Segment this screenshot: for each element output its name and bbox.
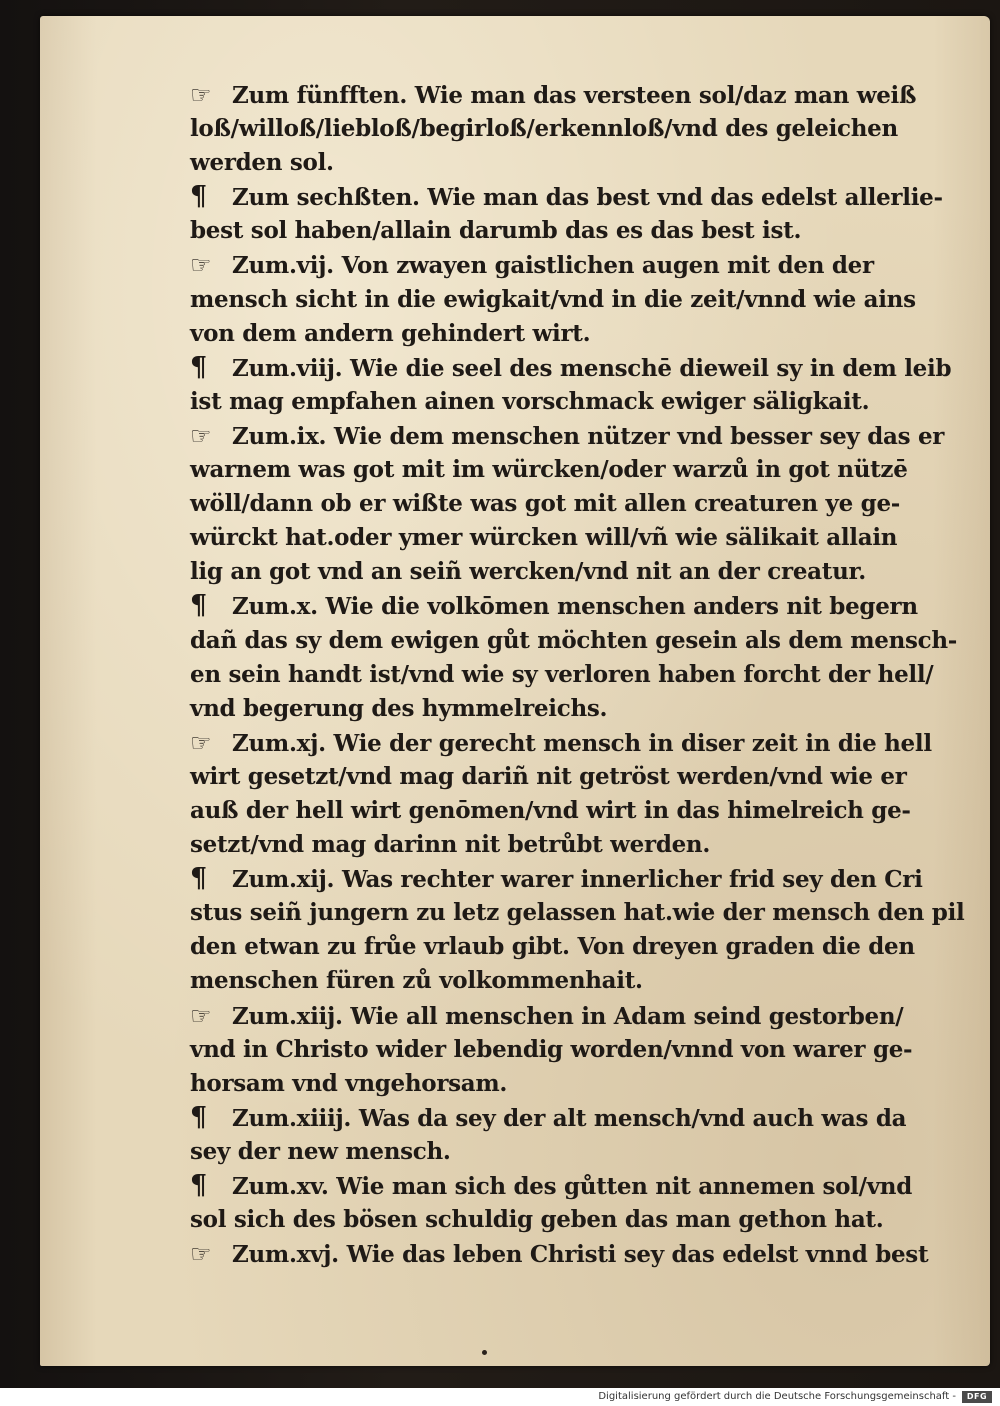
pointing-hand-icon: ☞ [190,1001,212,1030]
footer-credit: Digitalisierung gefördert durch die Deutsche Forschungsgemeinschaft - [598,1391,956,1402]
text-line [190,1203,980,1237]
text-line [190,692,980,726]
pilcrow-icon: ¶ [190,351,207,383]
text-line [190,999,980,1033]
pointing-hand-icon: ☞ [190,81,212,109]
line-text: auß der hell wirt genōmen/vnd wirt in das himelreich ge- [190,796,911,824]
line-text: den etwan zu frůe vrlaub gibt. Von dreyen graden die den [190,933,915,961]
line-text: stus seiñ jungern zu letz gelassen hat.wie der mensch den pil [190,899,965,927]
text-line [190,658,980,692]
text-line [190,112,980,146]
page-text-block [190,78,980,1269]
text-line [190,385,980,419]
line-text: werden sol. [190,149,334,177]
text-line [190,1067,980,1101]
line-text: Zum sechßten. Wie man das best vnd das edelst allerlie- [232,184,943,212]
line-text: en sein handt ist/vnd wie sy verloren haben forcht der hell/ [190,660,934,688]
text-line [190,862,980,896]
ink-dot [482,1350,487,1355]
pilcrow-icon: ¶ [190,1170,207,1201]
text-line [190,1169,980,1203]
text-line [190,794,980,828]
footer-bar [0,1388,1000,1406]
text-line [190,317,980,351]
text-line [190,624,980,658]
text-line [190,214,980,248]
line-text: Zum.xiij. Wie all menschen in Adam seind gestorben/ [232,1002,904,1030]
line-text: loß/willoß/liebloß/begirloß/erkennloß/vnd des geleichen [190,115,898,143]
text-line [190,283,980,317]
line-text: von dem andern gehindert wirt. [190,319,591,347]
pointing-hand-icon: ☞ [190,251,212,280]
text-line [190,1135,980,1169]
text-line [190,521,980,555]
text-line [190,1101,980,1135]
line-text: sey der new mensch. [190,1137,451,1165]
line-text: ist mag empfahen ainen vorschmack ewiger säligkait. [190,387,870,415]
line-text: warnem was got mit im würcken/oder warzů in got nützē [190,456,908,484]
text-line [190,1237,980,1271]
text-line [190,248,980,282]
line-text: vnd begerung des hymmelreichs. [190,694,608,722]
text-line [190,930,980,964]
text-line [190,453,980,487]
text-line [190,964,980,998]
line-text: Zum.xv. Wie man sich des gůtten nit annemen sol/vnd [232,1173,912,1200]
line-text: setzt/vnd mag darinn nit betrůbt werden. [190,831,711,859]
line-text: dañ das sy dem ewigen gůt möchten gesein als dem mensch- [190,626,958,654]
line-text: Zum.ix. Wie dem menschen nützer vnd besser sey das er [232,422,945,450]
text-line [190,78,980,112]
text-line [190,351,980,385]
text-line [190,828,980,862]
text-line [190,1033,980,1067]
line-text: Zum fünfften. Wie man das versteen sol/daz man weiß [232,82,917,109]
dfg-logo: DFG [962,1391,992,1403]
pilcrow-icon: ¶ [190,863,207,895]
line-text: Zum.viij. Wie die seel des menschē dieweil sy in dem leib [232,354,952,382]
line-text: sol sich des bösen schuldig geben das man gethon hat. [190,1206,884,1234]
text-line [190,760,980,794]
line-text: Zum.x. Wie die volkōmen menschen anders nit begern [232,593,918,621]
line-text: wirt gesetzt/vnd mag dariñ nit getröst werden/vnd wie er [190,762,907,790]
line-text: Zum.xj. Wie der gerecht mensch in diser zeit in die hell [232,729,932,757]
line-text: vnd in Christo wider lebendig worden/vnnd von warer ge- [190,1035,913,1063]
line-text: horsam vnd vngehorsam. [190,1069,508,1097]
text-line [190,180,980,214]
line-text: best sol haben/allain darumb das es das best ist. [190,217,802,245]
pilcrow-icon: ¶ [190,1101,207,1133]
line-text: würckt hat.oder ymer würcken will/vñ wie sälikait allain [190,524,898,552]
pointing-hand-icon: ☞ [190,421,212,450]
text-line [190,589,980,623]
line-text: lig an got vnd an seiñ wercken/vnd nit an der creatur. [190,558,866,586]
line-text: Zum.xiiij. Was da sey der alt mensch/vnd auch was da [232,1104,907,1132]
line-text: menschen füren zů volkommenhait. [190,967,643,995]
line-text: Zum.vij. Von zwayen gaistlichen augen mit den der [232,252,874,280]
text-line [190,555,980,589]
line-text: wöll/dann ob er wißte was got mit allen creaturen ye ge- [190,490,901,518]
line-text: Zum.xvj. Wie das leben Christi sey das edelst vnnd best [232,1241,929,1269]
line-text: mensch sicht in die ewigkait/vnd in die zeit/vnnd wie ains [190,285,916,313]
pilcrow-icon: ¶ [190,181,207,213]
line-text: Zum.xij. Was rechter warer innerlicher frid sey den Cri [232,866,923,894]
pointing-hand-icon: ☞ [190,1240,212,1269]
text-line [190,146,980,180]
book-page [40,16,990,1366]
text-line [190,896,980,930]
pointing-hand-icon: ☞ [190,728,212,757]
pilcrow-icon: ¶ [190,590,207,622]
text-line [190,419,980,453]
text-line [190,487,980,521]
text-line [190,726,980,760]
